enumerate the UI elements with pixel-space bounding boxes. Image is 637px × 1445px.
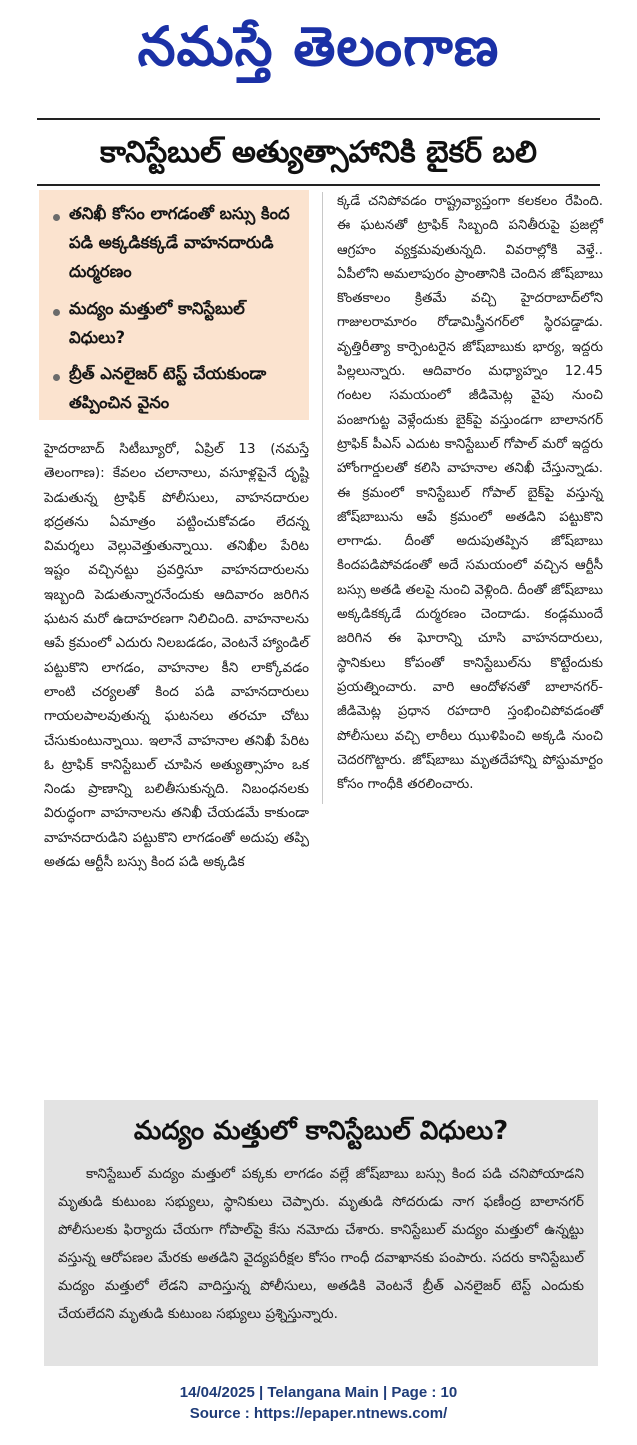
article-body-right: క్కడే చనిపోవడం రాష్ట్రవ్యాప్తంగా కలకలం రేపింది. ఈ ఘటనతో ట్రాఫిక్ సిబ్బంది పనితీరుపై ప్రజల్లో ఆగ్రహం వ్యక్తమవుతున్నది. వివరాల్లోకి వెళ్తే.. ఏపీలోని అమలాపురం ప్రాంతానికి చెందిన జోష్‌బాబు కొంతకాలం క్రితమే వచ్చి హైదరాబాద్‌లోని గాజులరామారం రోడామిస్త్రీనగర్‌లో స్థిరపడ్డాడు. వృత్తిరీత్యా కార్పెంటరైన జోష్‌బాబుకు భార్య, ఇద్దరు పిల్లలున్నారు. ఆదివారం మధ్యాహ్నం 12.45 గంటల సమయంలో జీడిమెట్ల వైపు నుంచి పంజాగుట్ట వెళ్లేందుకు బైక్‌పై వస్తుండగా బాలానగర్ ట్రాఫిక్ పీఎస్ ఎదుట కానిస్టేబుల్ గోపాల్ మరో ఇద్దరు హోంగార్డులతో కలిసి వాహనాల తనిఖీ చేస్తున్నాడు. ఈ క్రమంలో కానిస్టేబుల్ గోపాల్ బైక్‌పై వస్తున్న జోష్‌బాబును ఆపే క్రమంలో అతడిని పట్టుకొని లాగాడు. దీంతో అదుపుతప్పిన జోష్‌బాబు కిందపడిపోవడంతో అదే సమయంలో వచ్చిన ఆర్టీసీ బస్సు అతడి తలపై నుంచి వెళ్లింది. దీంతో జోష్‌బాబు అక్కడికక్కడే దుర్మరణం చెందాడు. కండ్లముందే జరిగిన ఈ ఘోరాన్ని చూసి వాహనదారులు, స్థానికులు కోపంతో కానిస్టేబుల్‌ను కొట్టేందుకు ప్రయత్నించారు. వారి ఆందోళనతో బాలానగర్-జీడిమెట్ల ప్రధాన రహదారి స్తంభించిపోవడంతో పోలీసులు వచ్చి లాఠీలు ఝుళిపించి అక్కడి నుంచి చెదరగొట్టారు. జోష్‌బాబు మృతదేహాన్ని పోస్టుమార్టం కోసం గాంధీకి తరలించారు. xyxy=(337,194,603,793)
column-divider xyxy=(322,192,323,804)
highlight-text: బ్రీత్ ఎనలైజర్ టెస్ట్ చేయకుండా తప్పించిన వైనం xyxy=(69,364,267,413)
masthead xyxy=(0,0,637,100)
highlight-item xyxy=(53,295,299,353)
highlights-box xyxy=(39,190,309,420)
sidebar-story xyxy=(44,1100,598,1366)
article-body-left: హైదరాబాద్ సిటీబ్యూరో, ఏప్రిల్ 13 (నమస్తే తెలంగాణ): కేవలం చలానాలు, వసూళ్లపైనే దృష్టి పెడుతున్న ట్రాఫిక్ పోలీసులు, వాహనదారుల భద్రతను ఏమాత్రం పట్టించుకోవడం లేదన్న విమర్శలు వెల్లువెత్తుతున్నాయి. తనిఖీల పేరిట ఇష్టం వచ్చినట్టు ప్రవర్తిసూ వాహనదారులను ఇబ్బంది పెడుతున్నారనేందుకు ఆదివారం జరిగిన ఘటన మరో ఉదాహరణగా నిలిచింది. వాహనాలను ఆపే క్రమంలో ఎదురు నిలబడడం, వెంటనే హ్యాండిల్ పట్టుకొని లాగడం, వాహనాల కీని లాక్కోవడం లాంటి చర్యలతో కింద పడి వాహనదారులు గాయలపాలవుతున్న ఘటనలు తరచూ చోటు చేసుకుంటున్నాయి. ఇలానే వాహనాల తనిఖీ పేరిట ఓ ట్రాఫిక్ కానిస్టేబుల్ చూపిన అత్యుత్సాహం ఒక నిండు ప్రాణాన్ని బలితీసుకున్నది. నిబంధనలకు విరుద్ధంగా వాహనాలను తనిఖీ చేయడమే కాకుండా వాహనదారుడిని పట్టుకొని లాగడంతో అదుపు తప్పి అతడు ఆర్టీసీ బస్సు కింద పడి అక్కడిక xyxy=(44,441,309,871)
footer-source-link[interactable]: Source : https://epaper.ntnews.com/ xyxy=(189,1405,448,1422)
article-column-left xyxy=(44,437,309,874)
footer-date-edition: 14/04/2025 | Telangana Main | Page : 10 xyxy=(179,1384,458,1401)
highlight-text: తనిఖీ కోసం లాగడంతో బస్సు కింద పడి అక్కడికక్కడే వాహనదారుడి దుర్మరణం xyxy=(69,204,290,281)
sidebar-story-body: కానిస్టేబుల్ మద్యం మత్తులో పక్కకు లాగడం వల్లే జోష్‌బాబు బస్సు కింద పడి చనిపోయాడని మృతుడి కుటుంబ సభ్యులు, స్థానికులు చెప్పారు. మృతుడి సోదరుడు నాగ ఫణీంద్ర బాలానగర్ పోలీసులకు ఫిర్యాదు చేయగా గోపాల్‌పై కేసు నమోదు చేశారు. కానిస్టేబుల్ మద్యం మత్తులో ఉన్నట్టు వస్తున్న ఆరోపణల మేరకు అతడిని వైద్యపరీక్షల కోసం గాంధీ దవాఖానకు పంపారు. సదరు కానిస్టేబుల్ మద్యం మత్తులో లేడని వాదిస్తున్న పోలీసులు, అతడికి వెంటనే బ్రీత్ ఎనలైజర్ టెస్ట్ ఎందుకు చేయలేదని మృతుడి కుటుంబ సభ్యులు ప్రశ్నిస్తున్నారు. xyxy=(58,1166,584,1322)
article-column-right xyxy=(337,190,603,797)
bullet-icon xyxy=(53,374,60,381)
article-headline: కానిస్టేబుల్ అత్యుత్సాహానికి బైకర్ బలి xyxy=(100,135,537,170)
bullet-icon xyxy=(53,214,60,221)
newspaper-logo: నమస్తే తెలంగాణ xyxy=(137,15,500,78)
headline-top-rule xyxy=(37,118,600,120)
sidebar-story-title: మద్యం మత్తులో కానిస్టేబుల్ విధులు? xyxy=(133,1116,509,1146)
highlight-item xyxy=(53,360,299,418)
highlight-text: మద్యం మత్తులో కానిస్టేబుల్ విధులు? xyxy=(69,298,245,347)
highlight-item xyxy=(53,200,299,287)
headline-bottom-rule xyxy=(37,184,600,186)
bullet-icon xyxy=(53,309,60,316)
